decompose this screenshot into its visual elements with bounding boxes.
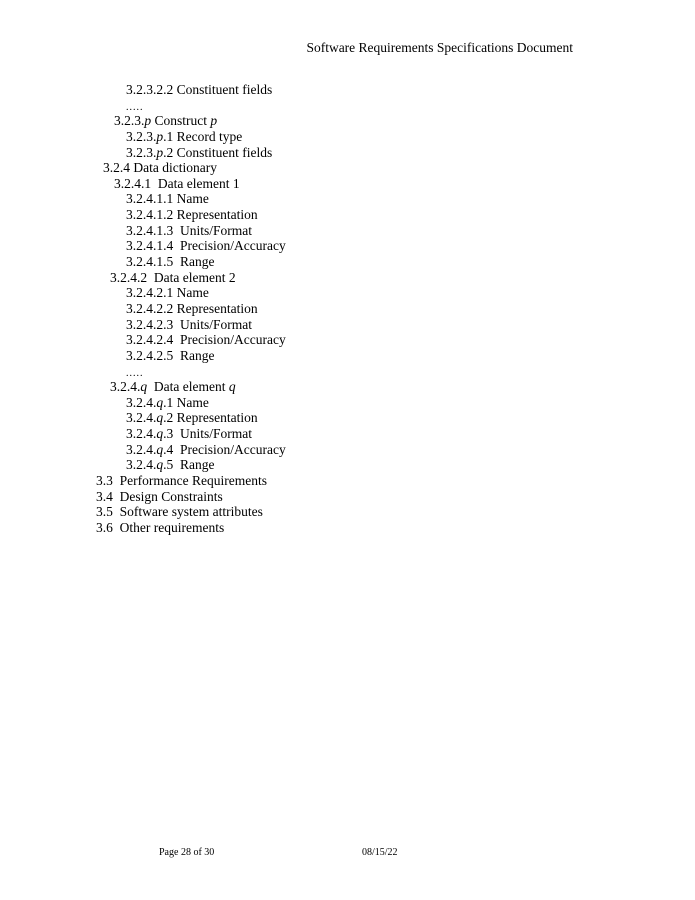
toc-entry-number: [110, 379, 147, 394]
toc-entry-number: [96, 473, 113, 488]
toc-ellipsis: [0, 364, 695, 380]
toc-entry-number: [126, 348, 173, 363]
toc-number-text: 3.2.3.: [126, 128, 157, 144]
toc-entry: [0, 223, 695, 239]
toc-entry-title: Units/Format: [180, 426, 253, 442]
toc-entry: [0, 129, 695, 145]
toc-number-variable: q: [156, 410, 164, 426]
toc-number-text: 3.2.4.: [126, 394, 157, 410]
toc-entry-title: Other requirements: [119, 519, 225, 535]
toc-number-text: 3.2.4.1: [114, 175, 152, 191]
toc-entry-title: Performance Requirements: [119, 473, 267, 489]
footer-date: 08/15/22: [362, 847, 398, 858]
toc-entry: [0, 191, 695, 207]
toc-entry: [0, 410, 695, 426]
toc-number-suffix: .1: [163, 128, 174, 144]
toc-number-text: 3.2.3.: [114, 113, 145, 129]
page-number: Page 28 of 30: [159, 847, 215, 858]
toc-entry: [0, 520, 695, 536]
toc-entry-number: [126, 254, 173, 269]
toc-entry-title: Constituent fields: [176, 82, 273, 97]
toc-entry-number: [126, 442, 173, 457]
toc-entry-number: [126, 457, 173, 472]
toc-number-text: 3.2.4.1.3: [126, 222, 174, 238]
toc-entry: [0, 301, 695, 317]
toc-entry-number: [96, 489, 113, 504]
toc-entry-title: Software system attributes: [119, 504, 263, 520]
toc-entry-title: Representation: [176, 410, 258, 426]
toc-number-text: 3.2.4.2: [110, 269, 148, 285]
toc-number-variable: q: [140, 379, 148, 395]
toc-number-suffix: .5: [163, 457, 174, 473]
toc-entry-number: [114, 176, 151, 191]
toc-number-text: 3.3: [96, 473, 113, 489]
toc-number-variable: p: [156, 128, 164, 144]
toc-entry: [0, 285, 695, 301]
toc-number-suffix: .2: [163, 144, 174, 160]
toc-entry-title: Range: [180, 457, 215, 473]
toc-entry: [0, 176, 695, 192]
toc-entry: [0, 457, 695, 473]
toc-entry-number: [126, 395, 173, 410]
toc-entry-number: [103, 160, 130, 175]
toc-entry-number: [126, 317, 173, 332]
toc-entry-title: Units/Format: [180, 222, 253, 238]
toc-entry-title: Units/Format: [180, 316, 253, 332]
toc-number-suffix: .2: [163, 410, 174, 426]
toc-number-text: 3.5: [96, 504, 113, 520]
toc-number-suffix: .3: [163, 426, 174, 442]
toc-entry-number: [126, 332, 173, 347]
toc-number-text: 3.2.4.2.4: [126, 332, 174, 348]
toc-entry-title: Precision/Accuracy: [180, 238, 286, 254]
toc-entry-number: [126, 426, 173, 441]
toc-number-text: 3.2.4.: [126, 441, 157, 457]
toc-title-variable: q: [228, 379, 236, 395]
toc-entry-number: [126, 301, 173, 316]
toc-number-text: 3.2.4.1.2: [126, 207, 174, 223]
toc-entry-title: Data element 1: [157, 175, 240, 191]
toc-number-text: 3.2.3.2.2: [126, 82, 174, 97]
toc-entry-number: [126, 82, 173, 97]
toc-number-variable: p: [156, 144, 164, 160]
toc-title-variable: p: [210, 113, 218, 129]
toc-number-text: 3.4: [96, 488, 113, 504]
ellipsis-text: .....: [126, 101, 144, 113]
toc-entry: [0, 317, 695, 333]
toc-number-text: 3.6: [96, 519, 113, 535]
toc-entry-title: Precision/Accuracy: [180, 441, 286, 457]
toc-number-text: 3.2.4.1.1: [126, 191, 174, 207]
toc-number-suffix: .4: [163, 441, 174, 457]
toc-entry-title: Record type: [176, 128, 243, 144]
toc-number-text: 3.2.4.: [126, 457, 157, 473]
toc-entry-number: [126, 238, 173, 253]
toc-number-variable: q: [156, 426, 164, 442]
toc-entry-number: [126, 410, 173, 425]
toc-number-text: 3.2.4.: [126, 426, 157, 442]
toc-number-text: 3.2.4.: [110, 379, 141, 395]
toc-entry: [0, 473, 695, 489]
toc-entry-title: Data element: [153, 379, 229, 395]
toc-entry-number: [126, 223, 173, 238]
toc-entry: [0, 160, 695, 176]
toc-entry-title: Name: [176, 285, 209, 301]
toc-number-text: 3.2.4: [103, 160, 130, 176]
table-of-contents: [0, 82, 695, 536]
toc-number-variable: q: [156, 394, 164, 410]
toc-entry-number: [96, 504, 113, 519]
toc-entry: [0, 113, 695, 129]
toc-entry-number: [126, 191, 173, 206]
toc-number-text: 3.2.4.2.5: [126, 347, 174, 363]
toc-number-text: 3.2.4.: [126, 410, 157, 426]
toc-entry-number: [126, 207, 173, 222]
ellipsis-text: .....: [126, 367, 144, 379]
toc-entry-title: Data element 2: [153, 269, 236, 285]
toc-entry-title: Representation: [176, 207, 258, 223]
toc-entry-title: Representation: [176, 300, 258, 316]
toc-entry-number: [126, 145, 173, 160]
toc-entry: [0, 254, 695, 270]
toc-number-text: 3.2.3.: [126, 144, 157, 160]
toc-entry: [0, 379, 695, 395]
toc-number-text: 3.2.4.2.3: [126, 316, 174, 332]
toc-number-variable: q: [156, 457, 164, 473]
page-header-title: Software Requirements Specifications Document: [306, 40, 573, 55]
toc-entry-number: [126, 129, 173, 144]
toc-entry-title: Design Constraints: [119, 488, 223, 504]
toc-number-text: 3.2.4.2.1: [126, 285, 174, 301]
toc-entry: [0, 332, 695, 348]
toc-number-text: 3.2.4.2.2: [126, 300, 174, 316]
toc-entry: [0, 145, 695, 161]
toc-number-text: 3.2.4.1.5: [126, 254, 174, 270]
toc-entry: [0, 426, 695, 442]
toc-entry: [0, 348, 695, 364]
toc-entry: [0, 270, 695, 286]
toc-entry-number: [96, 520, 113, 535]
toc-entry-title: Name: [176, 394, 209, 410]
toc-entry-number: [114, 113, 151, 128]
toc-entry: [0, 489, 695, 505]
toc-number-suffix: .1: [163, 394, 174, 410]
toc-number-text: 3.2.4.1.4: [126, 238, 174, 254]
toc-entry-number: [126, 285, 173, 300]
toc-entry-number: [110, 270, 147, 285]
toc-entry: [0, 82, 695, 98]
toc-entry: [0, 442, 695, 458]
toc-entry-title: Range: [180, 254, 215, 270]
toc-entry: [0, 504, 695, 520]
toc-entry-title: Name: [176, 191, 209, 207]
toc-entry-title: Construct: [154, 113, 211, 129]
toc-entry-title: Precision/Accuracy: [180, 332, 286, 348]
toc-number-variable: q: [156, 441, 164, 457]
toc-entry-title: Constituent fields: [176, 144, 273, 160]
toc-number-variable: p: [144, 113, 152, 129]
toc-entry: [0, 395, 695, 411]
toc-ellipsis: [0, 98, 695, 114]
toc-entry: [0, 207, 695, 223]
toc-entry-title: Range: [180, 347, 215, 363]
toc-entry: [0, 238, 695, 254]
toc-entry-title: Data dictionary: [133, 160, 217, 176]
